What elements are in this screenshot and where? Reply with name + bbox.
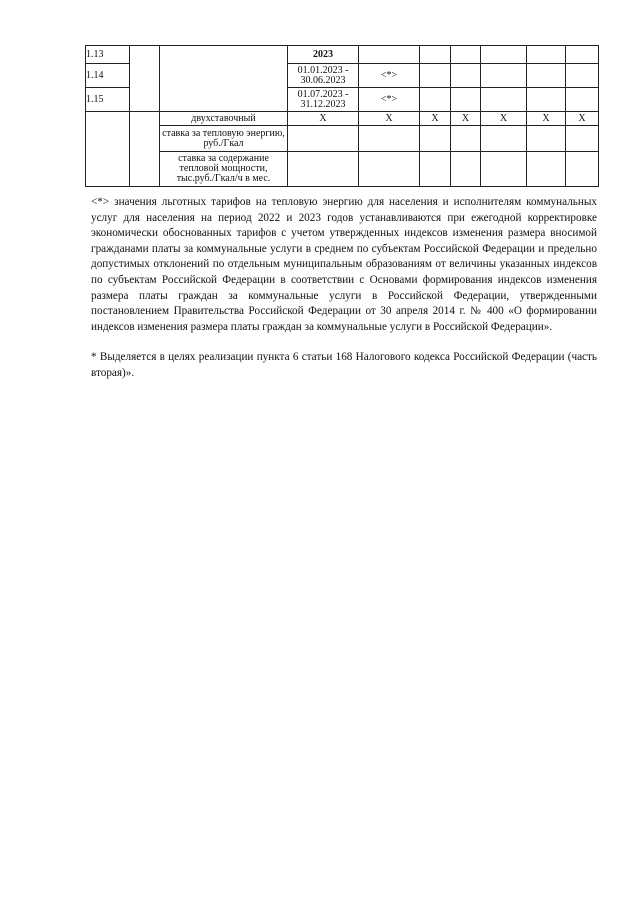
- empty-cell: [86, 112, 130, 187]
- x-mark: Х: [288, 112, 359, 126]
- heat-rate-label: ставка за тепловую энергию, руб./Гкал: [160, 126, 288, 152]
- period-cell: 01.07.2023 - 31.12.2023: [288, 88, 359, 112]
- x-mark: Х: [481, 112, 527, 126]
- star-footnote: <*> значения льготных тарифов на тепловую энергию для населения и исполнителям коммунальных услуг для населения на период 2022 и 2023 годов устанавливаются при ежегодной корректировке экономически обоснованных тарифов с учетом утвержденных индексов изменения размера вносимой гражданами платы за коммунальные услуги в среднем по субъектам Российской Федерации и предельно допустимых отклонений по отдельным муниципальным образованиям от величины указанных индексов по субъектам Российской Федерации в соответствии с Основами формирования индексов изменения размера платы граждан за коммунальные услуги в Российской Федерации, утвержденными постановлением Правительства Российской Федерации от 30 апреля 2014 г. № 400 «О формировании индексов изменения размера платы граждан за коммунальные услуги в Российской Федерации».: [91, 196, 597, 333]
- capacity-rate-label: ставка за содержание тепловой мощности, тыс.руб./Гкал/ч в мес.: [160, 152, 288, 187]
- footnotes: [91, 195, 597, 382]
- tariff-table: [85, 45, 599, 187]
- footnote-mark-cell: <*>: [359, 88, 420, 112]
- row-number: 1.14: [86, 64, 130, 88]
- two-part-label: двухставочный: [160, 112, 288, 126]
- empty-cell: [130, 46, 160, 112]
- year-cell: 2023: [288, 46, 359, 64]
- x-mark: Х: [566, 112, 599, 126]
- asterisk-footnote: * Выделяется в целях реализации пункта 6 статьи 168 Налогового кодекса Российской Федерации (часть вторая)».: [91, 351, 597, 379]
- x-mark: Х: [451, 112, 481, 126]
- x-mark: Х: [527, 112, 566, 126]
- row-number: 1.15: [86, 88, 130, 112]
- footnote-mark-cell: <*>: [359, 64, 420, 88]
- period-cell: 01.01.2023 - 30.06.2023: [288, 64, 359, 88]
- empty-cell: [160, 46, 288, 112]
- table-row: [86, 152, 599, 187]
- table-row: [86, 46, 599, 64]
- x-mark: Х: [359, 112, 420, 126]
- table-row: [86, 112, 599, 126]
- table-row: [86, 126, 599, 152]
- row-number: 1.13: [86, 46, 130, 64]
- empty-cell: [130, 112, 160, 187]
- x-mark: Х: [420, 112, 451, 126]
